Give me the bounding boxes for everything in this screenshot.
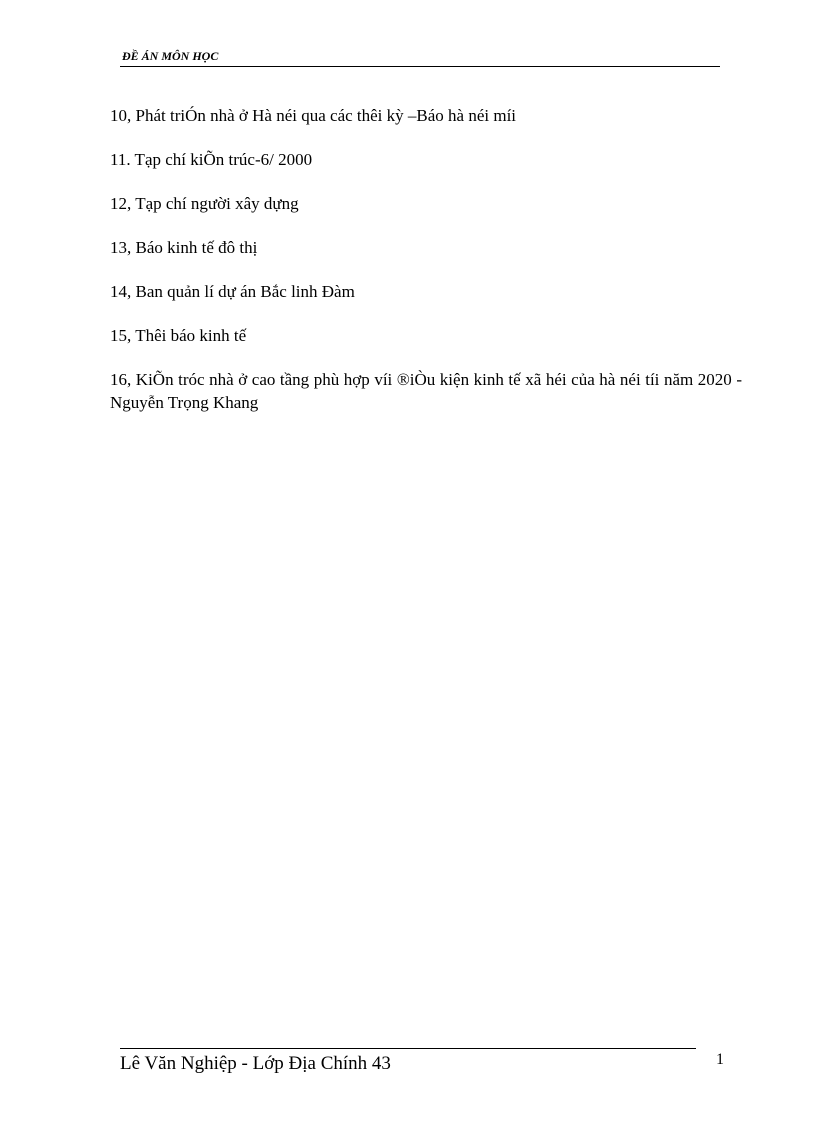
header-title: ĐỀ ÁN MÔN HỌC <box>122 49 219 63</box>
reference-item: 10, Phát triÓn nhà ở Hà néi qua các thêi kỳ –Báo hà néi míi <box>110 106 517 125</box>
reference-item: 14, Ban quản lí dự án Bắc linh Đàm <box>110 282 355 301</box>
reference-item: 12, Tạp chí người xây dựng <box>110 194 299 213</box>
page-header <box>120 46 720 67</box>
reference-item: 13, Báo kinh tế đô thị <box>110 238 258 257</box>
footer-author: Lê Văn Nghiệp - Lớp Địa Chính 43 <box>120 1053 391 1074</box>
reference-item: 11. Tạp chí kiÕn trúc-6/ 2000 <box>110 150 313 169</box>
reference-list <box>110 104 742 435</box>
page-number: 1 <box>716 1051 724 1068</box>
reference-item: 15, Thêi báo kinh tế <box>110 326 247 345</box>
footer-divider <box>120 1048 696 1049</box>
reference-item: 16, KiÕn tróc nhà ở cao tầng phù hợp víi ®iÒu kiện kinh tế xã héi của hà néi tíi năm 2020 - Nguyễn Trọng Khang <box>110 370 742 412</box>
